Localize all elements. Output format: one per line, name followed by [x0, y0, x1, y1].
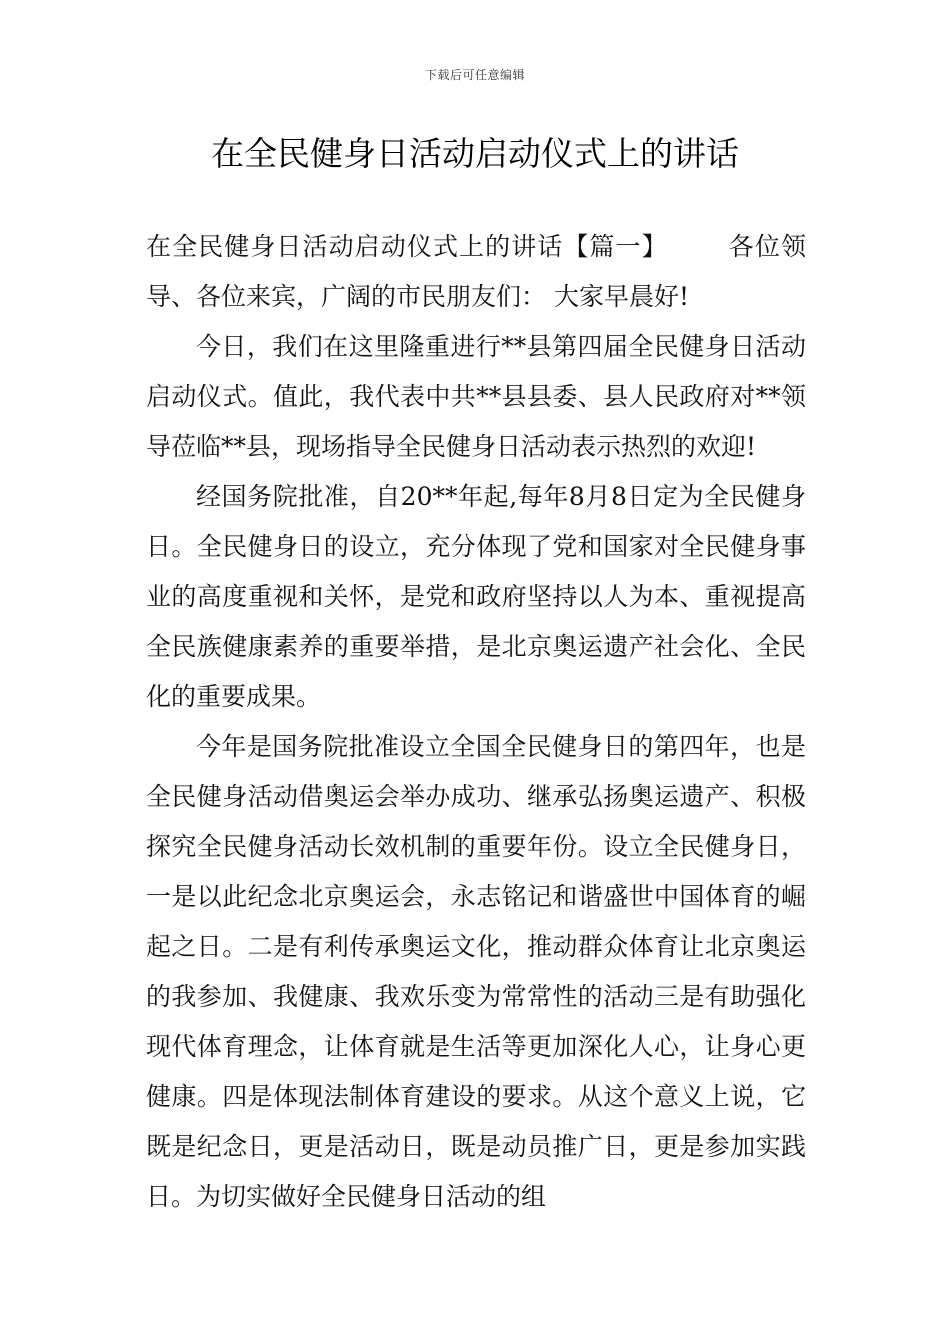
header-note: 下载后可任意编辑 [424, 68, 525, 82]
intro-paragraph [146, 222, 806, 322]
body-paragraph-1: 今日，我们在这里隆重进行**县第四届全民健身日活动启动仪式。值此，我代表中共**县县委、县人民政府对**领导莅临**县，现场指导全民健身日活动表示热烈的欢迎! [146, 332, 806, 461]
document-body [146, 222, 806, 1222]
intro-greeting: 各位领导、各位来宾，广阔的市民朋友们： 大家早晨好! [146, 232, 806, 311]
document-title: 在全民健身日活动启动仪式上的讲话 [211, 134, 739, 173]
intro-heading: 在全民健身日活动启动仪式上的讲话【篇一】 [146, 232, 668, 261]
body-paragraph-2: 经国务院批准，自20**年起,每年8月8日定为全民健身日。全民健身日的设立，充分体现了党和国家对全民健身事业的高度重视和关怀，是党和政府坚持以人为本、重视提高全民族健康素养的重要举措，是北京奥运遗产社会化、全民化的重要成果。 [146, 482, 806, 711]
body-paragraph-3: 今年是国务院批准设立全国全民健身日的第四年，也是全民健身活动借奥运会举办成功、继承弘扬奥运遗产、积极探究全民健身活动长效机制的重要年份。设立全民健身日，一是以此纪念北京奥运会，永志铭记和谐盛世中国体育的崛起之日。二是有利传承奥运文化，推动群众体育让北京奥运的我参加、我健康、我欢乐变为常常性的活动三是有助强化现代体育理念，让体育就是生活等更加深化人心，让身心更健康。四是体现法制体育建设的要求。从这个意义上说，它既是纪念日，更是活动日，既是动员推广日，更是参加实践日。为切实做好全民健身日活动的组 [146, 732, 806, 1211]
